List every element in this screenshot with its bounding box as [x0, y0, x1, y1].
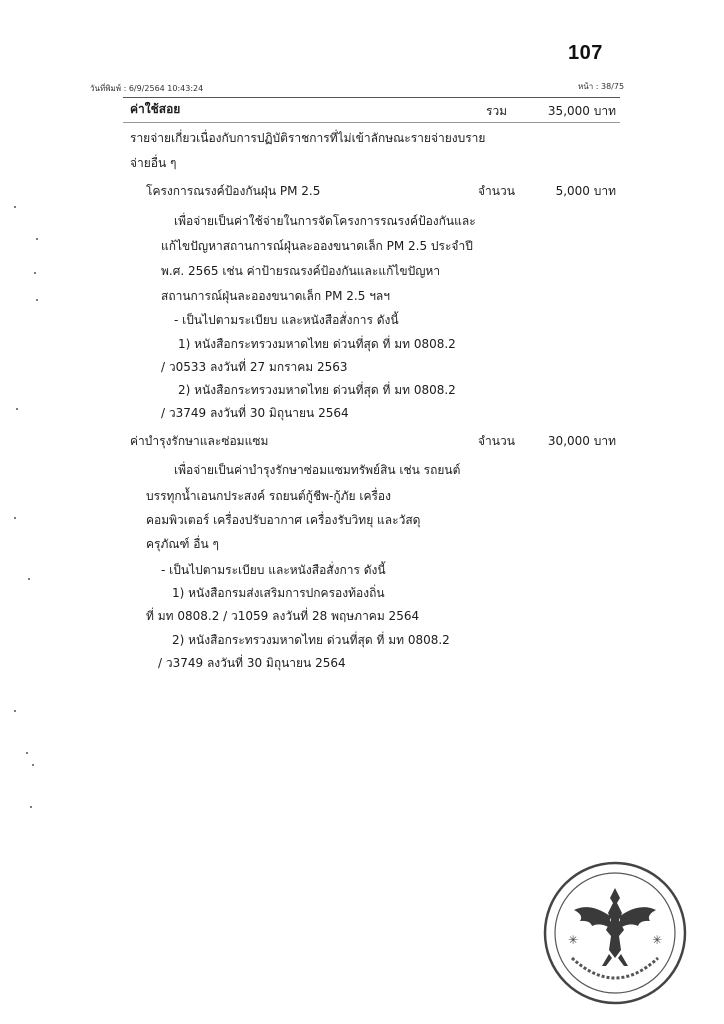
scan-speck — [16, 408, 18, 410]
total-amount: 35,000 บาท — [547, 104, 616, 118]
item-2-line: - เป็นไปตามระเบียบ และหนังสือสั่งการ ดังนี้ — [161, 563, 386, 577]
item-1-line: 2) หนังสือกระทรวงมหาดไทย ด่วนที่สุด ที่ มท 0808.2 — [178, 383, 456, 397]
item-2-line: ที่ มท 0808.2 / ว1059 ลงวันที่ 28 พฤษภาคม 2564 — [146, 609, 420, 623]
scan-speck — [30, 806, 32, 808]
svg-text:✳: ✳ — [568, 933, 579, 947]
scan-speck — [34, 272, 36, 274]
scan-speck — [36, 238, 38, 240]
print-date: วันที่พิมพ์ : 6/9/2564 10:43:24 — [90, 84, 204, 93]
item-1-line: - เป็นไปตามระเบียบ และหนังสือสั่งการ ดังนี้ — [174, 313, 399, 327]
total-label: รวม — [486, 104, 508, 118]
item-1-line: สถานการณ์ฝุ่นละอองขนาดเล็ก PM 2.5 ฯลฯ — [161, 289, 391, 303]
heading-rule — [123, 122, 620, 123]
item-2-line: คอมพิวเตอร์ เครื่องปรับอากาศ เครื่องรับวิทยุ และวัสดุ — [146, 513, 421, 527]
scan-speck — [14, 710, 16, 712]
section-heading: ค่าใช้สอย — [130, 102, 181, 116]
scan-speck — [26, 752, 28, 754]
scan-speck — [14, 517, 16, 519]
item-2-line: ครุภัณฑ์ อื่น ๆ — [146, 537, 219, 551]
scan-speck — [28, 578, 30, 580]
top-rule — [123, 97, 620, 98]
svg-text:✳: ✳ — [652, 933, 663, 947]
item-1-line: / ว0533 ลงวันที่ 27 มกราคม 2563 — [161, 360, 348, 374]
item-1-qty-label: จำนวน — [478, 184, 515, 198]
item-1-line: / ว3749 ลงวันที่ 30 มิถุนายน 2564 — [161, 406, 349, 420]
item-2-line: บรรทุกน้ำเอนกประสงค์ รถยนต์กู้ชีพ-กู้ภัย เครื่อง — [146, 489, 391, 503]
garuda-seal-icon — [540, 858, 690, 1008]
item-2-line: เพื่อจ่ายเป็นค่าบำรุงรักษาซ่อมแซมทรัพย์สิน เช่น รถยนต์ — [174, 463, 461, 477]
page-number: 107 — [568, 42, 603, 64]
category-line-1: รายจ่ายเกี่ยวเนื่องกับการปฏิบัติราชการที่ไม่เข้าลักษณะรายจ่ายงบราย — [130, 131, 486, 145]
item-2-line: / ว3749 ลงวันที่ 30 มิถุนายน 2564 — [158, 656, 346, 670]
item-1-line: 1) หนังสือกระทรวงมหาดไทย ด่วนที่สุด ที่ มท 0808.2 — [178, 337, 456, 351]
scan-speck — [14, 206, 16, 208]
sheet-number: หน้า : 38/75 — [578, 82, 625, 91]
item-1-line: แก้ไขปัญหาสถานการณ์ฝุ่นละอองขนาดเล็ก PM 2.5 ประจำปี — [161, 239, 473, 253]
item-2-title: ค่าบำรุงรักษาและซ่อมแซม — [130, 434, 269, 448]
item-2-line: 2) หนังสือกระทรวงมหาดไทย ด่วนที่สุด ที่ มท 0808.2 — [172, 633, 450, 647]
scan-speck — [36, 299, 38, 301]
scan-speck — [32, 764, 34, 766]
item-1-line: เพื่อจ่ายเป็นค่าใช้จ่ายในการจัดโครงการรณรงค์ป้องกันและ — [174, 214, 476, 228]
item-2-amount: 30,000 บาท — [547, 434, 616, 448]
item-1-amount: 5,000 บาท — [555, 184, 616, 198]
item-1-line: พ.ศ. 2565 เช่น ค่าป้ายรณรงค์ป้องกันและแก้ไขปัญหา — [161, 264, 441, 278]
category-line-2: จ่ายอื่น ๆ — [130, 156, 177, 170]
item-1-title: โครงการณรงค์ป้องกันฝุ่น PM 2.5 — [146, 184, 321, 198]
item-2-qty-label: จำนวน — [478, 434, 515, 448]
item-2-line: 1) หนังสือกรมส่งเสริมการปกครองท้องถิ่น — [172, 586, 385, 600]
